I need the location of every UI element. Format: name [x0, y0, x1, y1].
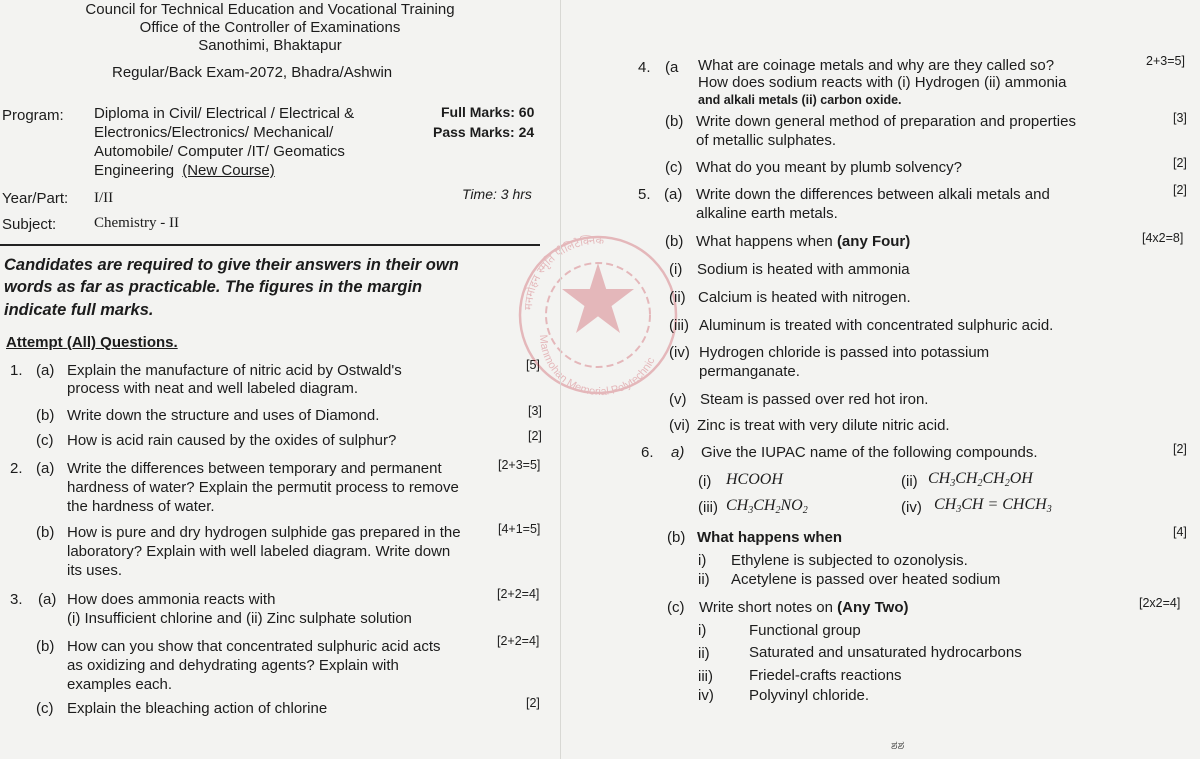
pass-marks: Pass Marks: 24 — [433, 124, 535, 140]
item-text: permanganate. — [699, 363, 800, 380]
question-marks: [3] — [1173, 111, 1187, 125]
question-marks: [2] — [526, 696, 540, 710]
program-line-2: Electronics/Electronics/ Mechanical/ — [94, 124, 334, 141]
question-line: Write down the differences between alkali metals and — [696, 186, 1050, 203]
question-text: Write short notes on — [699, 599, 833, 616]
item-text: Polyvinyl chloride. — [749, 687, 870, 704]
question-marks: [3] — [528, 404, 542, 418]
question-number: 4. — [638, 59, 651, 76]
question-part: (b) — [665, 233, 684, 250]
program-label: Program: — [2, 107, 64, 124]
year-label: Year/Part: — [2, 190, 69, 207]
compound-number: (iii) — [698, 499, 718, 516]
item-text: Saturated and unsaturated hydrocarbons — [749, 644, 1022, 661]
question-line: What do you meant by plumb solvency? — [696, 159, 962, 176]
council-title: Council for Technical Education and Vocational Training — [85, 1, 455, 18]
location: Sanothimi, Bhaktapur — [198, 37, 342, 54]
question-line: Give the IUPAC name of the following compounds. — [701, 444, 1038, 461]
question-part: (a) — [664, 186, 683, 203]
question-part: (a) — [36, 460, 55, 477]
item-text: Aluminum is treated with concentrated sulphuric acid. — [699, 317, 1054, 334]
item-number: (iii) — [669, 317, 689, 334]
attempt-all-heading: Attempt (All) Questions. — [6, 334, 178, 351]
question-line: What are coinage metals and why are they called so? — [698, 57, 1055, 74]
item-number: ii) — [698, 571, 710, 588]
question-marks: [2] — [1173, 156, 1187, 170]
question-marks: [5] — [526, 358, 540, 372]
compound-formula: $CH_3CH$ = $CHCH_3$ — [934, 496, 1052, 515]
question-part: (a — [665, 59, 679, 76]
item-number: (i) — [669, 261, 683, 278]
question-marks: [2] — [528, 429, 542, 443]
question-number: 1. — [10, 362, 23, 379]
program-line-4 — [94, 162, 275, 179]
question-line: How does ammonia reacts with — [67, 591, 276, 608]
question-marks: [4+1=5] — [498, 522, 541, 536]
seal-bottom-text: Manmohan Memorial Polytechnic — [536, 334, 658, 399]
new-course-label: (New Course) — [182, 162, 275, 179]
question-marks: [4x2=8] — [1142, 231, 1184, 245]
item-text: Hydrogen chloride is passed into potassium — [699, 344, 990, 361]
item-text: Calcium is heated with nitrogen. — [698, 289, 911, 306]
question-line: Explain the bleaching action of chlorine — [67, 700, 328, 717]
question-marks: 2+3=5] — [1146, 54, 1185, 68]
instruction-line-2: words as far as practicable. The figures in the margin — [4, 278, 423, 296]
question-part: (b) — [36, 524, 55, 541]
year-value: I/II — [94, 190, 114, 206]
subject-value: Chemistry - II — [94, 215, 179, 231]
item-text: Acetylene is passed over heated sodium — [731, 571, 1001, 588]
question-number: 3. — [10, 591, 23, 608]
question-line: (i) Insufficient chlorine and (ii) Zinc sulphate solution — [67, 610, 412, 627]
footer-mark: ಶಶ — [891, 738, 905, 752]
compound-number: (iv) — [901, 499, 922, 516]
exam-title: Regular/Back Exam-2072, Bhadra/Ashwin — [112, 64, 393, 81]
item-text: Functional group — [749, 622, 861, 639]
compound-formula: $CH_3CH_2CH_2OH$ — [928, 470, 1033, 489]
question-line: of metallic sulphates. — [696, 132, 837, 149]
question-line: What happens when — [697, 529, 843, 546]
left-page — [0, 0, 560, 759]
item-text: Steam is passed over red hot iron. — [700, 391, 929, 408]
question-line: and alkali metals (ii) carbon oxide. — [698, 93, 902, 107]
question-marks: [2] — [1173, 442, 1187, 456]
question-line: process with neat and well labeled diagram. — [67, 380, 358, 397]
item-number: (v) — [669, 391, 687, 408]
question-line: Write down the structure and uses of Diamond. — [67, 407, 380, 424]
full-marks: Full Marks: 60 — [441, 104, 535, 120]
question-line: Write down general method of preparation and properties — [696, 113, 1076, 130]
question-part: (c) — [36, 432, 54, 449]
question-marks: [4] — [1173, 525, 1187, 539]
question-part: (c) — [667, 599, 685, 616]
question-line: hardness of water? Explain the permutit process to remove — [67, 479, 459, 496]
item-number: (vi) — [669, 417, 690, 434]
question-line: examples each. — [67, 676, 173, 693]
seal-top-text: मनमोहन स्मृति पोलिटेक्निक — [521, 233, 605, 311]
question-part: (b) — [667, 529, 686, 546]
instruction-line-3: indicate full marks. — [4, 301, 154, 319]
item-number: iv) — [698, 687, 714, 704]
subject-label: Subject: — [2, 216, 57, 233]
question-part: (b) — [36, 638, 55, 655]
item-text: Ethylene is subjected to ozonolysis. — [731, 552, 968, 569]
question-number: 6. — [641, 444, 654, 461]
item-number: ii) — [698, 645, 710, 662]
question-marks: [2+3=5] — [498, 458, 541, 472]
question-line: How is pure and dry hydrogen sulphide gas prepared in the — [67, 524, 461, 541]
question-number: 2. — [10, 460, 23, 477]
header-divider — [0, 244, 540, 246]
right-page — [560, 0, 1200, 759]
item-number: (ii) — [669, 289, 686, 306]
question-line: laboratory? Explain with well labeled diagram. Write down — [67, 543, 451, 560]
compound-formula: $CH_3CH_2NO_2$ — [726, 497, 808, 516]
program-line-4-text: Engineering — [94, 162, 175, 179]
item-number: i) — [698, 622, 707, 639]
question-line: its uses. — [67, 562, 123, 579]
question-part: (a) — [38, 591, 57, 608]
question-emphasis: (any Four) — [836, 233, 911, 250]
question-number: 5. — [638, 186, 651, 203]
item-number: (iv) — [669, 344, 690, 361]
question-line — [699, 598, 909, 617]
question-marks: [2x2=4] — [1139, 596, 1181, 610]
question-marks: [2] — [1173, 183, 1187, 197]
question-part: (a) — [36, 362, 55, 379]
question-part: (b) — [36, 407, 55, 424]
question-line: How is acid rain caused by the oxides of sulphur? — [67, 432, 397, 449]
question-marks: [2+2=4] — [497, 634, 540, 648]
question-line: as oxidizing and dehydrating agents? Explain with — [67, 657, 399, 674]
question-part: (c) — [665, 159, 683, 176]
item-text: Zinc is treat with very dilute nitric acid. — [697, 417, 950, 434]
question-part: (b) — [665, 113, 684, 130]
question-marks: [2+2=4] — [497, 587, 540, 601]
time-allowed: Time: 3 hrs — [462, 186, 532, 202]
office-title: Office of the Controller of Examinations — [139, 19, 401, 36]
question-part: (c) — [36, 700, 54, 717]
question-text: What happens when — [696, 233, 833, 250]
question-line: How does sodium reacts with (i) Hydrogen (ii) ammonia — [698, 74, 1067, 91]
question-part: a) — [671, 444, 685, 461]
item-text: Friedel-crafts reactions — [749, 667, 902, 684]
question-line: Write the differences between temporary and permanent — [67, 460, 442, 477]
item-number: i) — [698, 552, 707, 569]
item-text: Sodium is heated with ammonia — [697, 261, 910, 278]
program-line-3: Automobile/ Computer /IT/ Geomatics — [94, 143, 345, 160]
compound-formula: HCOOH — [726, 471, 783, 488]
question-line: Explain the manufacture of nitric acid by Ostwald's — [67, 362, 402, 379]
item-number: iii) — [698, 668, 713, 685]
instruction-line-1: Candidates are required to give their answers in their own — [4, 256, 459, 274]
compound-number: (i) — [698, 473, 712, 490]
question-line — [696, 232, 910, 251]
question-line: the hardness of water. — [67, 498, 215, 515]
compound-number: (ii) — [901, 473, 918, 490]
question-line: alkaline earth metals. — [696, 205, 838, 222]
question-emphasis: (Any Two) — [837, 599, 909, 616]
program-line-1: Diploma in Civil/ Electrical / Electrical & — [94, 105, 355, 122]
question-line: How can you show that concentrated sulphuric acid acts — [67, 638, 441, 655]
